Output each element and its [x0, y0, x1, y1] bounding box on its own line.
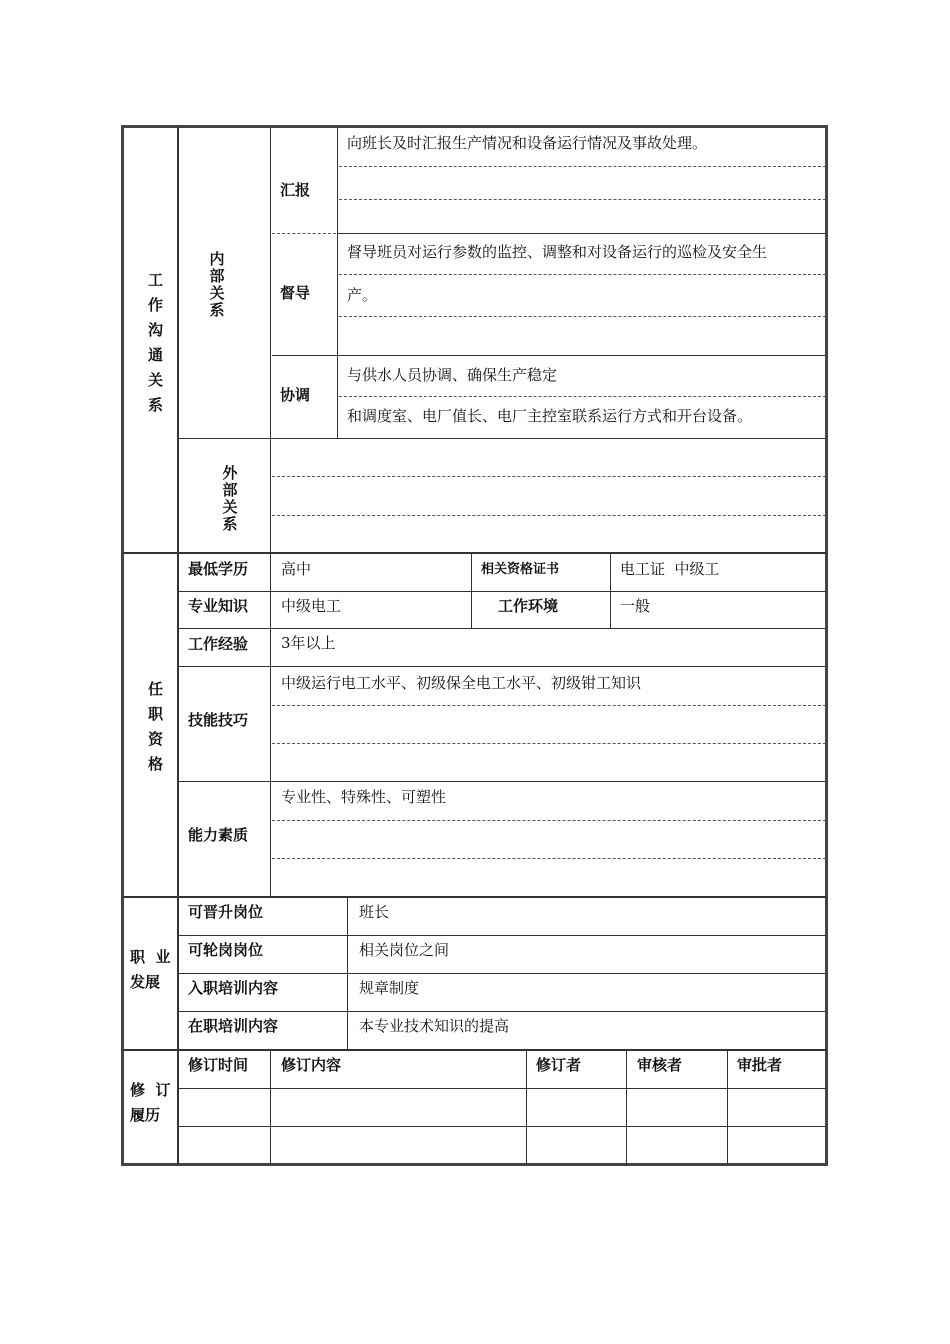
section-label-career-1: 职 业: [130, 948, 171, 966]
row-line: [338, 233, 826, 234]
row-line: [179, 781, 826, 782]
dashed-line: [272, 515, 826, 516]
section-label-revision-1: 修 订: [130, 1081, 171, 1099]
report-text: 向班长及时汇报生产情况和设备运行情况及事故处理。: [347, 134, 708, 152]
revision-header-approver: 审批者: [737, 1056, 783, 1074]
col-divider-qual-label: [270, 554, 271, 896]
section-divider-3: [123, 1049, 827, 1051]
supervise-label: 督导: [280, 284, 311, 302]
certificate-value: 电工证 中级工: [620, 560, 720, 578]
knowledge-label: 专业知识: [188, 597, 249, 615]
col-divider-comm-content: [337, 127, 338, 438]
dashed-line: [339, 316, 826, 317]
col-divider-rev: [526, 1051, 527, 1165]
section-label-career-2: 发展: [130, 973, 161, 991]
dashed-line: [272, 705, 826, 706]
supervise-text-line2: 产。: [347, 286, 378, 304]
ability-value: 专业性、特殊性、可塑性: [281, 788, 447, 806]
certificate-label: 相关资格证书: [481, 562, 560, 577]
section-divider-1: [123, 552, 827, 554]
environment-value: 一般: [620, 597, 651, 615]
career-row-value: 本专业技术知识的提高: [359, 1017, 510, 1035]
revision-header-reviser: 修订者: [536, 1056, 582, 1074]
dashed-line: [339, 166, 826, 167]
revision-header-reviewer: 审核者: [637, 1056, 683, 1074]
career-row-value: 规章制度: [359, 979, 420, 997]
row-line: [179, 666, 826, 667]
education-value: 高中: [281, 560, 312, 578]
career-row-label: 可轮岗岗位: [188, 941, 264, 959]
col-divider-rev: [270, 1051, 271, 1165]
career-row-label: 在职培训内容: [188, 1017, 279, 1035]
report-label: 汇报: [280, 181, 311, 199]
row-line: [179, 1088, 826, 1089]
row-line: [179, 591, 826, 592]
environment-label: 工作环境: [498, 597, 559, 615]
dashed-line: [339, 274, 826, 275]
section-label-communication: 工作沟通关系: [148, 271, 164, 414]
revision-header-content: 修订内容: [281, 1056, 342, 1074]
dashed-line: [272, 820, 826, 821]
dashed-line: [339, 396, 826, 397]
experience-value: 3年以上: [281, 634, 336, 652]
coordinate-text-line1: 与供水人员协调、确保生产稳定: [347, 366, 558, 384]
row-line: [179, 628, 826, 629]
education-label: 最低学历: [188, 560, 249, 578]
dashed-line: [272, 476, 826, 477]
career-row-label: 可晋升岗位: [188, 903, 264, 921]
col-divider-rev: [626, 1051, 627, 1165]
dashed-line: [272, 743, 826, 744]
revision-header-time: 修订时间: [188, 1056, 249, 1074]
section-label-revision-2: 履历: [130, 1106, 161, 1124]
col-divider-internal: [270, 127, 271, 438]
ability-label: 能力素质: [188, 826, 249, 844]
supervise-text-line1: 督导班员对运行参数的监控、调整和对设备运行的巡检及安全生: [347, 243, 768, 261]
internal-relations-label: 内部关系: [209, 250, 225, 319]
knowledge-value: 中级电工: [281, 597, 342, 615]
row-line: [179, 1126, 826, 1127]
experience-label: 工作经验: [188, 635, 249, 653]
col-divider-external: [270, 438, 271, 553]
row-line: [179, 1011, 826, 1012]
career-row-value: 相关岗位之间: [359, 941, 450, 959]
row-line: [272, 355, 826, 356]
row-line: [179, 973, 826, 974]
section-divider-2: [123, 896, 827, 898]
report-supervise-divider: [272, 233, 336, 234]
skills-value: 中级运行电工水平、初级保全电工水平、初级钳工知识: [281, 674, 642, 692]
row-line: [179, 935, 826, 936]
row-line: [179, 438, 826, 439]
coordinate-text-line2: 和调度室、电厂值长、电厂主控室联系运行方式和开台设备。: [347, 407, 753, 425]
career-row-value: 班长: [359, 903, 390, 921]
skills-label: 技能技巧: [188, 711, 249, 729]
career-row-label: 入职培训内容: [188, 979, 279, 997]
coordinate-label: 协调: [280, 386, 311, 404]
col-divider-rev: [727, 1051, 728, 1165]
external-relations-label: 外部关系: [222, 464, 238, 533]
dashed-line: [339, 199, 826, 200]
dashed-line: [272, 858, 826, 859]
section-label-qualifications: 任职资格: [148, 680, 164, 773]
